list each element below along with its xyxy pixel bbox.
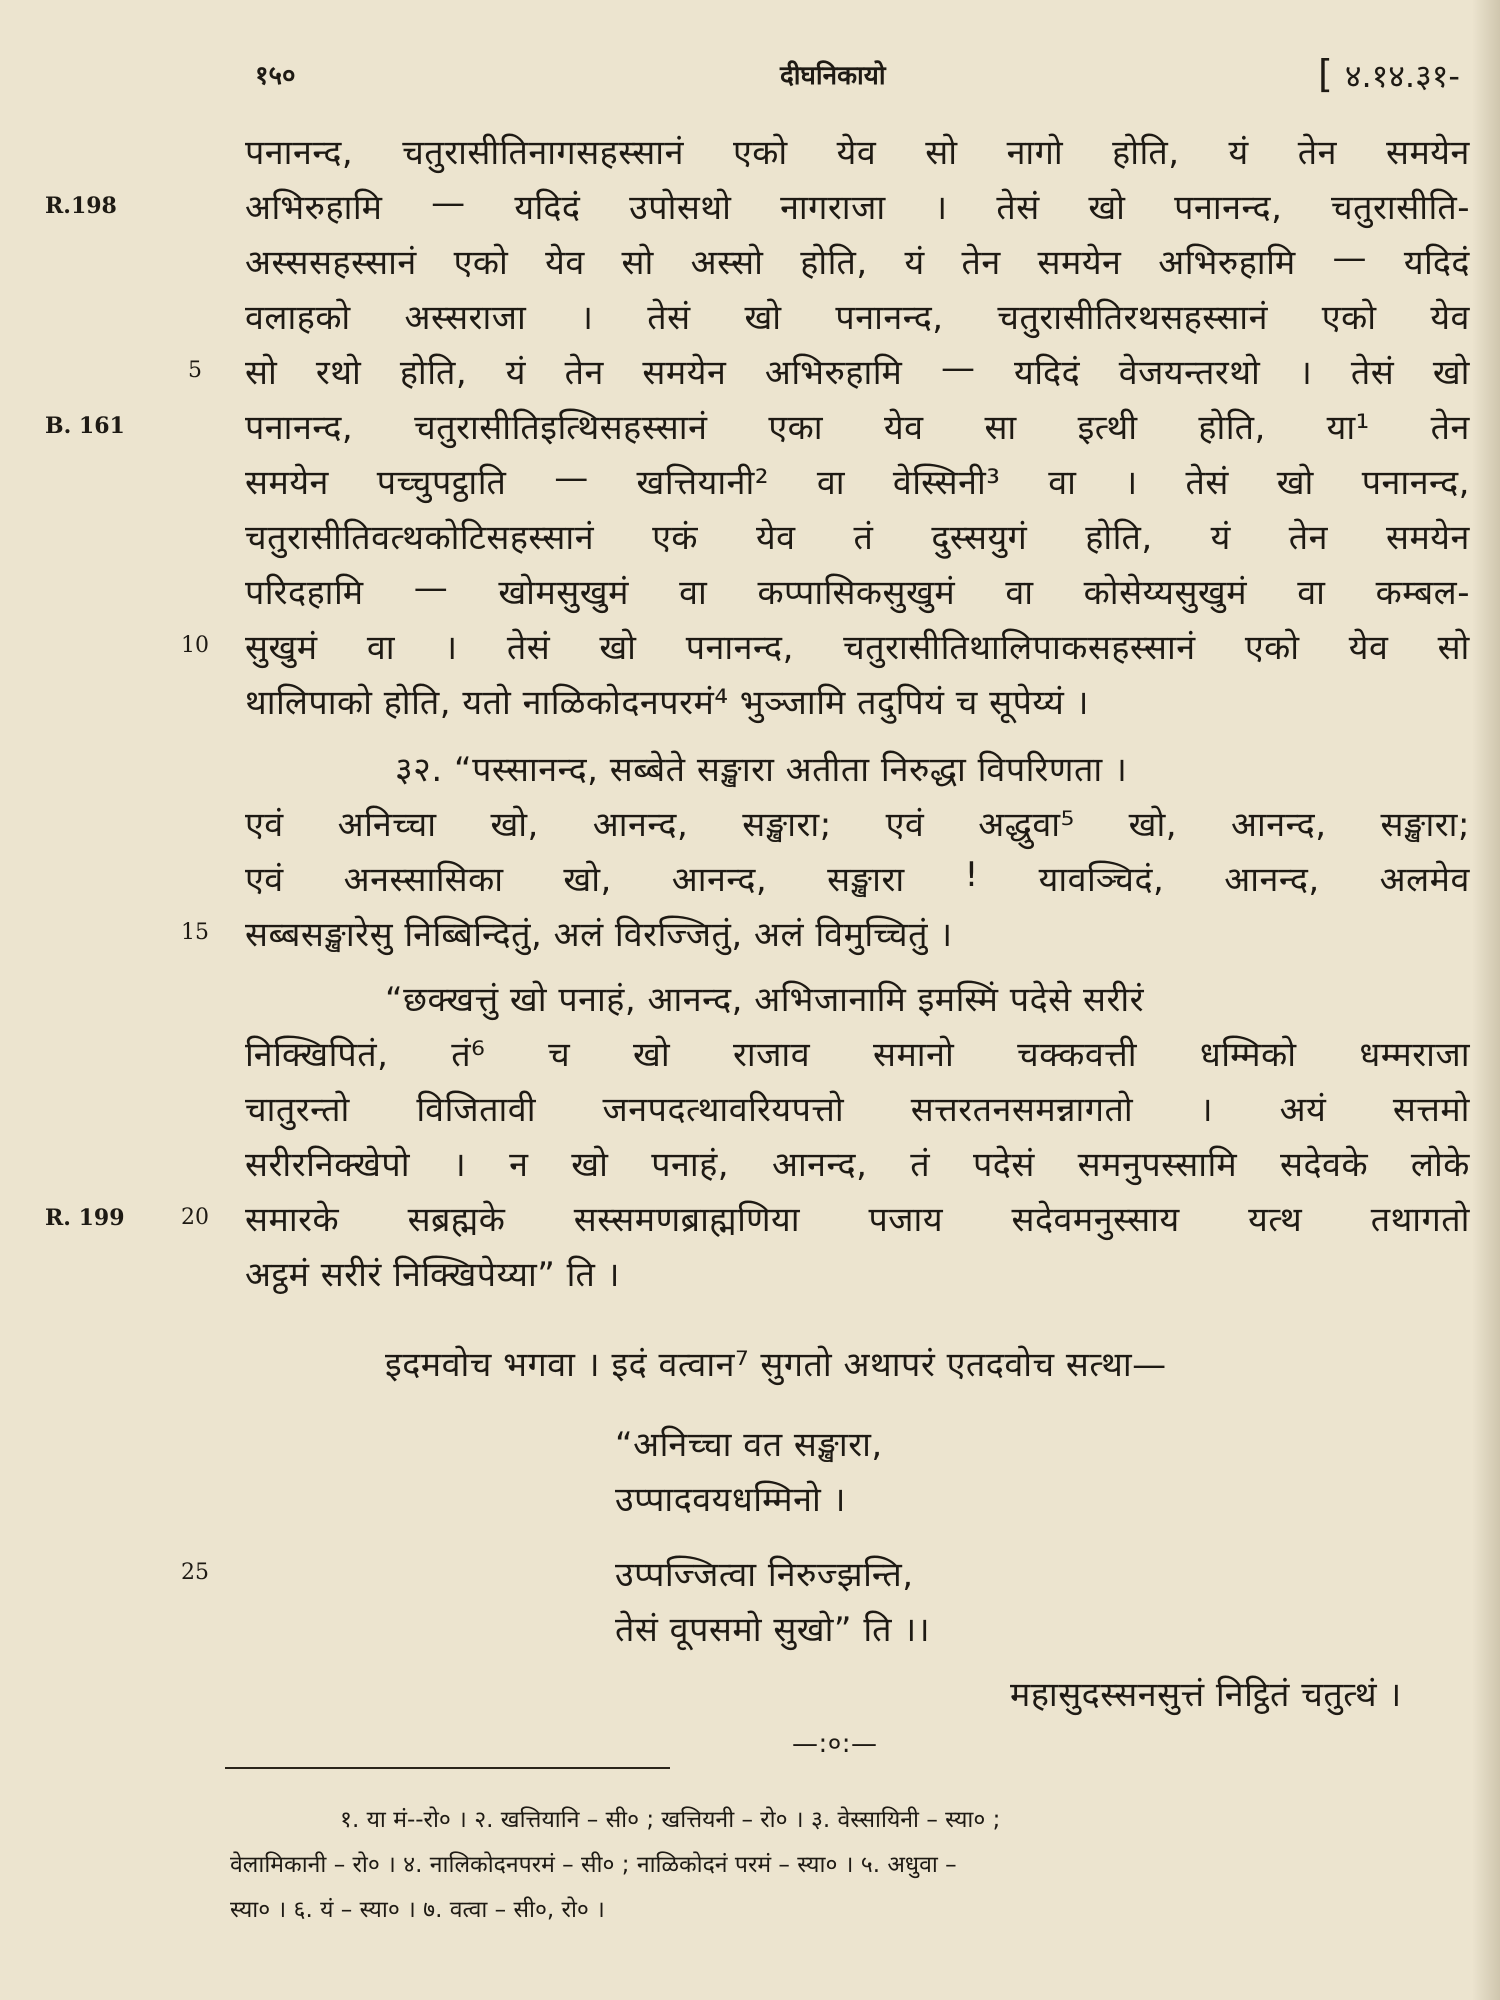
line-text xyxy=(245,128,1470,174)
word: । xyxy=(1199,1090,1214,1130)
word: — xyxy=(940,348,976,388)
word: होति, xyxy=(1198,408,1266,448)
text-line xyxy=(0,908,1500,968)
word: विजितावी xyxy=(416,1090,537,1130)
word: अभिरुहामि xyxy=(1158,243,1296,283)
word: पनानन्द, xyxy=(1174,188,1283,228)
word: एवं xyxy=(885,805,925,845)
text-line xyxy=(0,181,1500,241)
line-text: सब्बसङ्खारेसु निब्बिन्दितुं, अलं विरज्जितुं, अलं विमुच्चितुं । xyxy=(245,915,953,955)
word: येव xyxy=(545,243,585,283)
word: कोसेय्यसुखुमं xyxy=(1083,573,1248,613)
word: सत्तरतनसमन्नागतो xyxy=(910,1090,1134,1130)
word: एवं xyxy=(245,805,284,845)
line-text xyxy=(245,623,1470,669)
line-text xyxy=(245,568,1470,614)
word: सङ्खारा; xyxy=(1380,805,1470,845)
word: यत्थ xyxy=(1248,1200,1303,1240)
text-line xyxy=(0,1248,1500,1308)
word: सदेवके xyxy=(1280,1145,1369,1185)
word: आनन्द, xyxy=(1224,860,1320,900)
text-line xyxy=(0,126,1500,186)
word: जनपदत्थावरियपत्तो xyxy=(602,1090,845,1130)
line-text xyxy=(245,855,1470,901)
word: वा xyxy=(1048,463,1077,503)
word: तथागतो xyxy=(1370,1200,1470,1240)
word: रथो xyxy=(315,353,362,393)
word: नागो xyxy=(1006,133,1064,173)
text-line xyxy=(0,621,1500,681)
word: एकं xyxy=(652,518,698,558)
margin-reference: B. 161 xyxy=(45,413,125,439)
word: नागराजा xyxy=(780,188,886,228)
line-text xyxy=(245,458,1470,504)
line-number: 15 xyxy=(181,920,209,945)
word: धम्मराजा xyxy=(1359,1035,1470,1075)
word: परिदहामि xyxy=(245,573,364,613)
word: होति, xyxy=(399,353,468,393)
word: निक्खिपितं, xyxy=(245,1035,389,1075)
word: वा xyxy=(679,573,708,613)
word: वलाहको xyxy=(245,298,351,338)
word: चतुरासीतिनागसहस्सानं xyxy=(402,133,684,173)
footnote-rule xyxy=(225,1767,670,1769)
word: येव xyxy=(755,518,796,558)
line-text xyxy=(245,1140,1470,1186)
word: वा xyxy=(816,463,846,503)
text-line xyxy=(0,798,1500,858)
word: तेसं xyxy=(647,298,691,338)
word: सदेवमनुस्साय xyxy=(1011,1200,1180,1240)
word: यं xyxy=(904,243,925,283)
word: । xyxy=(1124,463,1138,503)
line-text: ३२. “पस्सानन्द, सब्बेते सङ्खारा अतीता निरुद्धा विपरिणता । xyxy=(395,750,1128,790)
word: चतुरासीतिवत्थकोटिसहस्सानं xyxy=(245,518,595,558)
word: च xyxy=(548,1035,571,1075)
line-text xyxy=(245,403,1470,449)
word: वा xyxy=(366,628,396,668)
word: । xyxy=(1298,353,1313,393)
word: । xyxy=(934,188,948,228)
word: समनुपस्सामि xyxy=(1077,1145,1238,1185)
word: आनन्द, xyxy=(671,860,768,900)
word: होति, xyxy=(800,243,868,283)
word: ! xyxy=(964,855,979,895)
text-line xyxy=(0,511,1500,571)
word: खो xyxy=(744,298,782,338)
word: आनन्द, xyxy=(592,805,689,845)
line-text: उप्पादवयधम्मिनो । xyxy=(615,1480,846,1520)
word: खो, xyxy=(1128,805,1178,845)
word: चतुरासीतिथालिपाकसहस्सानं xyxy=(843,628,1196,668)
text-line xyxy=(0,401,1500,461)
word: चतुरासीतिइत्थिसहस्सानं xyxy=(414,408,708,448)
word: समयेन xyxy=(1385,518,1470,558)
word: यं xyxy=(1228,133,1249,173)
word: समानो xyxy=(872,1035,955,1075)
line-text: उप्पज्जित्वा निरुज्झन्ति, xyxy=(615,1555,914,1595)
word: तेन xyxy=(1430,408,1470,448)
word: यावञ्चिदं, xyxy=(1038,860,1165,900)
word: तेसं xyxy=(1350,353,1395,393)
line-text: —:०:— xyxy=(792,1729,878,1759)
word: खो xyxy=(599,628,637,668)
line-text: अट्ठमं सरीरं निक्खिपेय्या” ति । xyxy=(245,1255,621,1295)
word: सब्रह्मके xyxy=(407,1200,506,1240)
word: एका xyxy=(768,408,824,448)
word: इत्थी xyxy=(1077,408,1138,448)
section-reference-bracket: [ xyxy=(1318,52,1333,96)
line-text: “छक्खत्तुं खो पनाहं, आनन्द, अभिजानामि इमस्मिं पदेसे सरीरं xyxy=(385,980,1145,1020)
word: तं⁶ xyxy=(451,1035,486,1075)
word: पनानन्द, xyxy=(245,408,354,448)
text-line xyxy=(0,743,1500,803)
word: सो xyxy=(621,243,654,283)
word: सो xyxy=(245,353,278,393)
word: खत्तियानी² xyxy=(636,463,769,503)
word: — xyxy=(431,183,466,223)
line-text: थालिपाको होति, यतो नाळिकोदनपरमं⁴ भुञ्जामि तदुपियं च सूपेय्यं । xyxy=(245,683,1089,723)
word: समारके xyxy=(245,1200,340,1240)
word: आनन्द, xyxy=(1231,805,1327,845)
page-title: दीघनिकायो xyxy=(780,61,886,91)
word: पनानन्द, xyxy=(835,298,944,338)
word: समयेन xyxy=(1037,243,1122,283)
word: चतुरासीति- xyxy=(1331,188,1470,228)
word: येव xyxy=(836,133,877,173)
word: । xyxy=(444,628,458,668)
word: खो xyxy=(633,1035,671,1075)
word: । xyxy=(452,1145,467,1185)
line-text xyxy=(245,1195,1470,1241)
text-line xyxy=(0,853,1500,913)
word: सरीरनिक्खेपो xyxy=(245,1145,411,1185)
word: यं xyxy=(505,353,527,393)
line-text: इदमवोच भगवा । इदं वत्वान⁷ सुगतो अथापरं एतदवोच सत्था— xyxy=(385,1345,1167,1385)
word: कम्बल- xyxy=(1375,573,1470,613)
word: सस्समणब्राह्मणिया xyxy=(573,1200,801,1240)
section-separator xyxy=(0,1718,1500,1778)
word: पजाय xyxy=(868,1200,944,1240)
word: एको xyxy=(453,243,509,283)
word: होति, xyxy=(1112,133,1180,173)
word: पनानन्द, xyxy=(1361,463,1470,503)
word: अस्सो xyxy=(690,243,764,283)
word: — xyxy=(413,568,449,608)
margin-reference: R. 199 xyxy=(45,1205,125,1231)
text-line xyxy=(0,566,1500,626)
word: तेन xyxy=(1288,518,1329,558)
word: अनिच्चा xyxy=(337,805,437,845)
word: खो xyxy=(1432,353,1470,393)
word: तेन xyxy=(961,243,1001,283)
line-number: 10 xyxy=(181,633,209,658)
word: सङ्खारा; xyxy=(742,805,832,845)
word: — xyxy=(554,458,589,498)
word: अनस्सासिका xyxy=(343,860,504,900)
word: अस्सराजा xyxy=(404,298,527,338)
word: वा xyxy=(1297,573,1326,613)
line-text xyxy=(245,293,1470,339)
word: लोके xyxy=(1410,1145,1470,1185)
word: तेसं xyxy=(996,188,1040,228)
text-line xyxy=(0,1338,1500,1398)
text-line xyxy=(0,1028,1500,1088)
word: अस्ससहस्सानं xyxy=(245,243,417,283)
word: येव xyxy=(883,408,924,448)
word: खो xyxy=(1088,188,1126,228)
word: — xyxy=(1332,238,1368,278)
line-text xyxy=(245,1030,1470,1076)
word: समयेन xyxy=(245,463,329,503)
word: खो xyxy=(1276,463,1314,503)
word: न xyxy=(509,1145,529,1185)
line-text: महासुदस्सनसुत्तं निट्ठितं चतुत्थं । xyxy=(1010,1675,1402,1715)
word: दुस्सयुगं xyxy=(931,518,1028,558)
line-text xyxy=(245,800,1470,846)
text-line xyxy=(0,1193,1500,1253)
word: एको xyxy=(732,133,788,173)
verse-line xyxy=(0,1473,1500,1533)
verse-line xyxy=(0,1418,1500,1478)
word: पनानन्द, xyxy=(685,628,794,668)
text-line xyxy=(0,291,1500,351)
text-line xyxy=(0,346,1500,406)
word: सो xyxy=(1437,628,1470,668)
line-number: 5 xyxy=(188,358,202,383)
text-line xyxy=(0,973,1500,1033)
word: तेन xyxy=(564,353,604,393)
line-number: 25 xyxy=(181,1560,209,1585)
word: या¹ xyxy=(1326,408,1370,448)
word: धम्मिको xyxy=(1199,1035,1297,1075)
margin-reference: R.198 xyxy=(45,193,117,219)
word: तं xyxy=(910,1145,931,1185)
line-text xyxy=(245,513,1470,559)
word: वेस्सिनी³ xyxy=(892,463,1001,503)
word: येव xyxy=(1430,298,1470,338)
word: यदिदं xyxy=(514,188,581,228)
section-reference xyxy=(1318,52,1460,97)
line-text xyxy=(245,1085,1470,1131)
word: यदिदं xyxy=(1403,243,1470,283)
word: पनाहं, xyxy=(651,1145,730,1185)
page-edge-shadow xyxy=(1472,0,1500,2000)
word: सो xyxy=(925,133,958,173)
word: चक्कवत्ती xyxy=(1017,1035,1138,1075)
text-line xyxy=(0,1083,1500,1143)
word: अद्धुवा⁵ xyxy=(978,805,1075,845)
word: तेन xyxy=(1297,133,1337,173)
word: पदेसं xyxy=(972,1145,1035,1185)
footnote-text: १. या मं--रो० । २. खत्तियानि – सी० ; खत्तियनी – रो० । ३. वेस्सायिनी – स्या० ; xyxy=(340,1807,1001,1833)
word: चातुरन्तो xyxy=(245,1090,350,1130)
text-line xyxy=(0,1138,1500,1198)
line-number: 20 xyxy=(181,1205,209,1230)
word: खो, xyxy=(563,860,612,900)
word: अयं xyxy=(1279,1090,1327,1130)
word: पच्चुपट्ठाति xyxy=(376,463,507,503)
verse-line xyxy=(0,1603,1500,1663)
word: समयेन xyxy=(1385,133,1470,173)
verse-line xyxy=(0,1548,1500,1608)
word: समयेन xyxy=(642,353,727,393)
word: । xyxy=(580,298,594,338)
line-text: तेसं वूपसमो सुखो” ति ।। xyxy=(615,1610,931,1650)
word: एवं xyxy=(245,860,284,900)
word: खो xyxy=(571,1145,609,1185)
word: सत्तमो xyxy=(1392,1090,1470,1130)
word: एको xyxy=(1321,298,1377,338)
word: सङ्खारा xyxy=(827,860,905,900)
line-text xyxy=(245,238,1470,284)
word: येव xyxy=(1348,628,1389,668)
word: यदिदं xyxy=(1014,353,1081,393)
word: अलमेव xyxy=(1379,860,1470,900)
word: वा xyxy=(1005,573,1034,613)
word: होति, xyxy=(1085,518,1153,558)
word: तेसं xyxy=(1185,463,1229,503)
text-line xyxy=(0,236,1500,296)
page-number: १५० xyxy=(255,61,296,91)
line-text xyxy=(245,183,1470,229)
word: अभिरुहामि xyxy=(764,353,903,393)
word: उपोसथो xyxy=(629,188,732,228)
footnote-text: स्या० । ६. यं – स्या० । ७. वत्वा – सी०, रो० । xyxy=(230,1897,605,1923)
line-text xyxy=(245,348,1470,394)
word: चतुरासीतिरथसहस्सानं xyxy=(997,298,1268,338)
word: खो, xyxy=(490,805,539,845)
word: सुखुमं xyxy=(245,628,318,668)
word: पनानन्द, xyxy=(245,133,354,173)
footnote-text: वेलामिकानी – रो० । ४. नालिकोदनपरमं – सी० ; नाळिकोदनं परमं – स्या० । ५. अधुवा – xyxy=(230,1852,957,1878)
text-line xyxy=(0,456,1500,516)
word: तं xyxy=(853,518,874,558)
running-header xyxy=(0,52,1500,96)
word: आनन्द, xyxy=(771,1145,868,1185)
word: वेजयन्तरथो xyxy=(1118,353,1261,393)
word: तेसं xyxy=(506,628,551,668)
line-text: “अनिच्चा वत सङ्खारा, xyxy=(615,1425,883,1465)
word: अभिरुहामि xyxy=(245,188,383,228)
section-reference-text: ४.१४.३१- xyxy=(1344,57,1460,95)
word: एको xyxy=(1244,628,1300,668)
word: यं xyxy=(1210,518,1231,558)
word: राजाव xyxy=(732,1035,811,1075)
word: खोमसुखुमं xyxy=(498,573,629,613)
word: कप्पासिकसुखुमं xyxy=(757,573,956,613)
text-line xyxy=(0,676,1500,736)
word: सा xyxy=(984,408,1017,448)
